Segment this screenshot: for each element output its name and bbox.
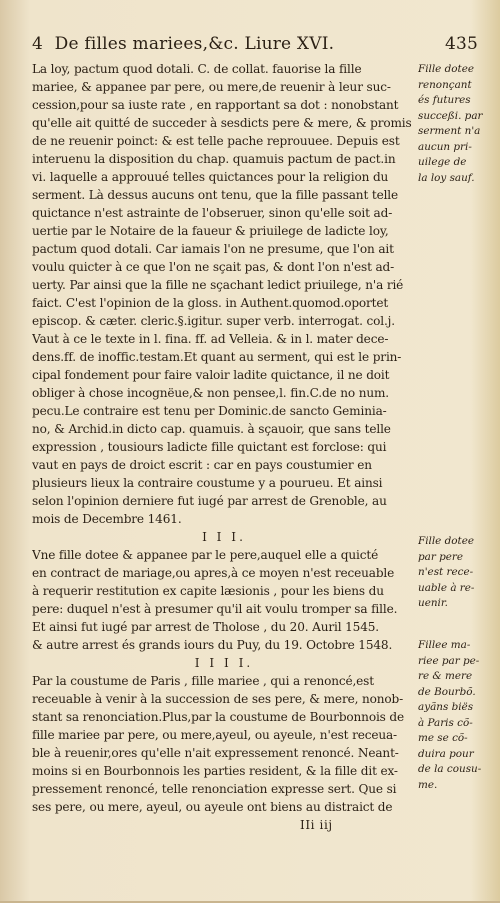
text-line: receuable à venir à la succession de ses pere, & mere, nonob- bbox=[32, 692, 404, 706]
margin-note-line: n'est rece- bbox=[418, 566, 474, 578]
text-line: pressement renoncé, telle renonciation expresse sert. Que si bbox=[32, 782, 397, 796]
section-heading-3: I I I. bbox=[202, 530, 246, 544]
margin-note-2 bbox=[418, 534, 496, 612]
margin-note-line: serment n'a bbox=[418, 125, 481, 137]
text-line: expression , tousiours ladicte fille quictant est forclose: qui bbox=[32, 440, 387, 454]
text-line: serment. Là dessus aucuns ont tenu, que la fille passant telle bbox=[32, 188, 399, 202]
text-line: uerty. Par ainsi que la fille ne sçachant ledict priuilege, n'a rié bbox=[32, 278, 404, 292]
text-line: selon l'opinion derniere fut iugé par arrest de Grenoble, au bbox=[32, 494, 387, 508]
margin-note-line: me se cõ- bbox=[418, 732, 468, 744]
text-line: ses pere, ou mere, ayeul, ou ayeule ont biens au distraict de bbox=[32, 800, 393, 814]
margin-note-line: uable à re- bbox=[418, 581, 475, 594]
text-line: interuenu la disposition du chap. quamuis pactum de pact.in bbox=[32, 152, 396, 166]
text-line: ble à reuenir,ores qu'elle n'ait expressement renoncé. Neant- bbox=[32, 746, 399, 760]
section-paragraph-4 bbox=[32, 672, 416, 816]
text-line: dens.ff. de inoffic.testam.Et quant au serment, qui est le prin- bbox=[32, 350, 402, 364]
main-text bbox=[32, 60, 416, 816]
margin-note-line: uenir. bbox=[418, 597, 448, 609]
margin-note-line: Fille dotee bbox=[418, 63, 475, 75]
text-line: pecu.Le contraire est tenu per Dominic.de sancto Geminia- bbox=[32, 404, 387, 418]
text-line: moins si en Bourbonnois les parties resident, & la fille dit ex- bbox=[32, 764, 398, 778]
text-line: Et ainsi fut iugé par arrest de Tholose , du 20. Auril 1545. bbox=[32, 620, 379, 634]
margin-note-line: uilege de bbox=[418, 156, 467, 168]
margin-note-line: re & mere bbox=[418, 670, 473, 682]
text-line: qu'elle ait quitté de succeder à sesdicts pere & mere, & promis bbox=[32, 116, 412, 130]
signature-mark: IIi iij bbox=[300, 818, 333, 832]
text-line: & autre arrest és grands iours du Puy, du 19. Octobre 1548. bbox=[32, 638, 393, 652]
text-line: cipal fondement pour faire valoir ladite quictance, il ne doit bbox=[32, 368, 390, 382]
text-line: no, & Archid.in dicto cap. quamuis. à sçauoir, que sans telle bbox=[32, 422, 391, 436]
text-line: en contract de mariage,ou apres,à ce moyen n'est receuable bbox=[32, 566, 395, 580]
text-line: pactum quod dotali. Car iamais l'on ne presume, que l'on ait bbox=[32, 242, 394, 256]
text-line: fille mariee par pere, ou mere,ayeul, ou ayeule, n'est receua- bbox=[32, 728, 397, 742]
margin-note-line: Fille dotee bbox=[418, 535, 475, 547]
margin-note-3 bbox=[418, 638, 496, 793]
running-title-group bbox=[32, 34, 334, 54]
text-line: stant sa renonciation.Plus,par la coustume de Bourbonnois de bbox=[32, 710, 405, 724]
text-line: Par la coustume de Paris , fille mariee , qui a renoncé,est bbox=[32, 674, 374, 688]
margin-note-line: ayãns biës bbox=[418, 701, 474, 713]
margin-note-line: Fillee ma- bbox=[418, 639, 471, 651]
running-title: De filles mariees,&c. Liure XVI. bbox=[54, 34, 335, 54]
text-line: vi. laquelle a approuué telles quictances pour la religion du bbox=[32, 170, 389, 184]
margin-note-line: la loy sauf. bbox=[418, 171, 475, 184]
margin-note-line: renonçant bbox=[418, 78, 472, 91]
text-line: mariee, & appanee par pere, ou mere,de reuenir à leur suc- bbox=[32, 80, 391, 94]
text-line: obliger à chose incognëue,& non pensee,l. fin.C.de no num. bbox=[32, 386, 389, 400]
text-line: de ne reuenir poinct: & est telle pache reprouuee. Depuis est bbox=[32, 134, 400, 148]
page-number: 4 bbox=[32, 34, 44, 54]
text-line: pere: duquel n'est à presumer qu'il ait voulu tromper sa fille. bbox=[32, 602, 398, 616]
margin-note-line: riee par pe- bbox=[418, 654, 480, 667]
text-line: à requerir restitution ex capite læsionis , pour les biens du bbox=[32, 584, 384, 598]
text-line: plusieurs lieux la contraire coustume y a pourueu. Et ainsi bbox=[32, 476, 383, 490]
section-paragraph-1 bbox=[32, 60, 416, 528]
text-line: uertie par le Notaire de la faueur & priuilege de ladicte loy, bbox=[32, 224, 389, 238]
text-line: La loy, pactum quod dotali. C. de collat. fauorise la fille bbox=[32, 62, 362, 76]
text-line: cession,pour sa iuste rate , en rapportant sa dot : nonobstant bbox=[32, 98, 399, 112]
margin-note-1 bbox=[418, 62, 496, 186]
margin-note-line: me. bbox=[418, 778, 438, 791]
section-paragraph-3 bbox=[32, 546, 416, 654]
margin-note-line: de Bourbõ. bbox=[418, 685, 476, 698]
text-line: vaut en pays de droict escrit : car en pays coustumier en bbox=[32, 458, 372, 472]
margin-note-line: par pere bbox=[418, 550, 464, 563]
page-header bbox=[32, 34, 478, 54]
text-line: Vne fille dotee & appanee par le pere,auquel elle a quicté bbox=[32, 548, 379, 562]
text-line: voulu quicter à ce que l'on ne sçait pas, & dont l'on n'est ad- bbox=[32, 260, 395, 274]
margin-note-line: à Paris cõ- bbox=[418, 716, 473, 729]
margin-note-line: duira pour bbox=[418, 747, 474, 760]
margin-note-line: és futures bbox=[418, 94, 471, 106]
folio-number: 435 bbox=[444, 34, 478, 54]
section-heading-4: I I I I. bbox=[194, 656, 254, 670]
text-line: mois de Decembre 1461. bbox=[32, 512, 182, 526]
margin-note-line: aucun pri- bbox=[418, 140, 472, 153]
margin-note-line: succeßi. par bbox=[418, 109, 483, 122]
text-line: Vaut à ce le texte in l. fina. ff. ad Velleia. & in l. mater dece- bbox=[32, 332, 389, 346]
text-line: episcop. & cæter. cleric.§.igitur. super verb. interrogat. col.j. bbox=[32, 314, 395, 328]
margin-note-line: de la cousu- bbox=[418, 763, 482, 775]
text-line: faict. C'est l'opinion de la gloss. in Authent.quomod.oportet bbox=[32, 296, 389, 310]
text-line: quictance n'est astrainte de l'obseruer, sinon qu'elle soit ad- bbox=[32, 206, 393, 220]
